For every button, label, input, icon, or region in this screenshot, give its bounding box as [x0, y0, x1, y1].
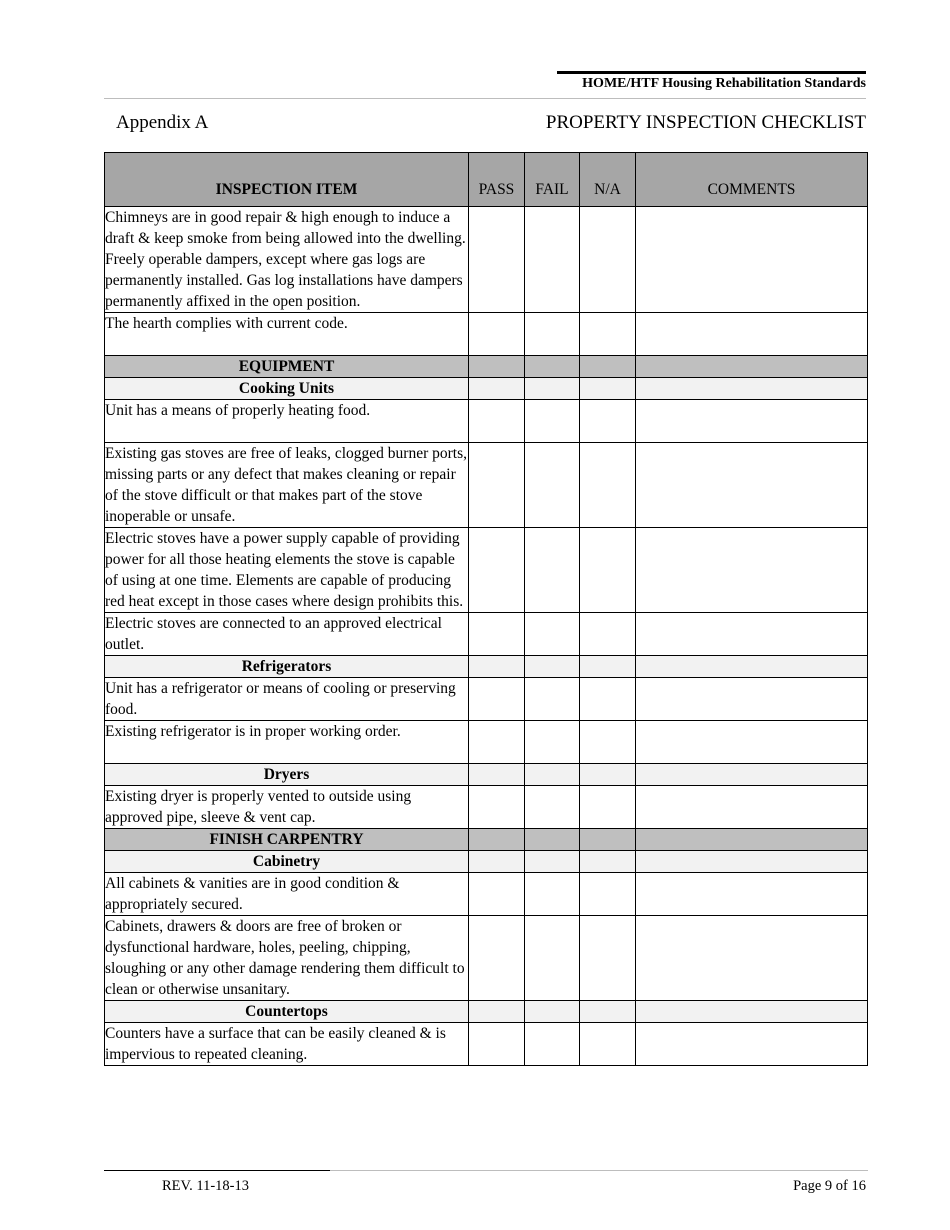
- fail-cell[interactable]: [525, 916, 580, 1001]
- fail-cell[interactable]: [525, 207, 580, 313]
- na-cell[interactable]: [580, 678, 636, 721]
- fail-cell[interactable]: [525, 1023, 580, 1066]
- na-cell[interactable]: [580, 873, 636, 916]
- fail-cell[interactable]: [525, 678, 580, 721]
- inspection-item-text: Existing gas stoves are free of leaks, clogged burner ports, missing parts or any defect that makes cleaning or repair of the stove difficult or that makes part of the stove inoperable or unsafe.: [105, 443, 469, 528]
- page-number: Page 9 of 16: [793, 1178, 866, 1194]
- subsection-heading: Dryers: [105, 764, 469, 786]
- pass-cell[interactable]: [469, 786, 525, 829]
- table-row: [105, 1023, 868, 1066]
- table-row: [105, 313, 868, 356]
- na-cell[interactable]: [580, 721, 636, 764]
- fail-cell[interactable]: [525, 873, 580, 916]
- subsection-row-cooking-units: [105, 378, 868, 400]
- fail-cell[interactable]: [525, 786, 580, 829]
- table-row: [105, 916, 868, 1001]
- subsection-heading: Refrigerators: [105, 656, 469, 678]
- na-cell[interactable]: [580, 443, 636, 528]
- section-heading: FINISH CARPENTRY: [105, 829, 469, 851]
- inspection-checklist-table: [104, 152, 868, 1066]
- column-header-inspection-item: INSPECTION ITEM: [105, 153, 469, 207]
- table-row: [105, 528, 868, 613]
- inspection-item-text: The hearth complies with current code.: [105, 313, 469, 356]
- subsection-heading: Countertops: [105, 1001, 469, 1023]
- comments-cell[interactable]: [636, 207, 868, 313]
- pass-cell[interactable]: [469, 678, 525, 721]
- column-header-na: N/A: [580, 153, 636, 207]
- table-row: [105, 443, 868, 528]
- na-cell[interactable]: [580, 786, 636, 829]
- table-row: [105, 678, 868, 721]
- comments-cell[interactable]: [636, 786, 868, 829]
- fail-cell[interactable]: [525, 613, 580, 656]
- pass-cell[interactable]: [469, 313, 525, 356]
- comments-cell[interactable]: [636, 528, 868, 613]
- pass-cell[interactable]: [469, 400, 525, 443]
- inspection-item-text: Unit has a refrigerator or means of cooling or preserving food.: [105, 678, 469, 721]
- column-header-fail: FAIL: [525, 153, 580, 207]
- pass-cell[interactable]: [469, 873, 525, 916]
- comments-cell[interactable]: [636, 1023, 868, 1066]
- comments-cell[interactable]: [636, 678, 868, 721]
- fail-cell[interactable]: [525, 721, 580, 764]
- comments-cell[interactable]: [636, 916, 868, 1001]
- appendix-label: Appendix A: [116, 112, 209, 133]
- inspection-item-text: Unit has a means of properly heating food.: [105, 400, 469, 443]
- header-rule: [557, 71, 866, 74]
- comments-cell[interactable]: [636, 400, 868, 443]
- fail-cell[interactable]: [525, 400, 580, 443]
- na-cell[interactable]: [580, 613, 636, 656]
- inspection-item-text: Chimneys are in good repair & high enough to induce a draft & keep smoke from being allowed into the dwelling. Freely operable dampers, except where gas logs are permanently installed. Gas log installations have dampers permanently affixed in the open position.: [105, 207, 469, 313]
- pass-cell[interactable]: [469, 916, 525, 1001]
- table-row: [105, 400, 868, 443]
- column-header-comments: COMMENTS: [636, 153, 868, 207]
- pass-cell[interactable]: [469, 528, 525, 613]
- table-header-row: [105, 153, 868, 207]
- comments-cell[interactable]: [636, 313, 868, 356]
- inspection-item-text: All cabinets & vanities are in good condition & appropriately secured.: [105, 873, 469, 916]
- section-heading: EQUIPMENT: [105, 356, 469, 378]
- pass-cell[interactable]: [469, 1023, 525, 1066]
- subsection-row-countertops: [105, 1001, 868, 1023]
- table-row: [105, 207, 868, 313]
- na-cell[interactable]: [580, 207, 636, 313]
- subsection-row-cabinetry: [105, 851, 868, 873]
- table-row: [105, 721, 868, 764]
- pass-cell[interactable]: [469, 613, 525, 656]
- fail-cell[interactable]: [525, 313, 580, 356]
- inspection-item-text: Counters have a surface that can be easily cleaned & is impervious to repeated cleaning.: [105, 1023, 469, 1066]
- comments-cell[interactable]: [636, 613, 868, 656]
- pass-cell[interactable]: [469, 443, 525, 528]
- header-divider: [104, 98, 866, 99]
- inspection-item-text: Existing refrigerator is in proper working order.: [105, 721, 469, 764]
- footer-divider: [330, 1170, 868, 1171]
- na-cell[interactable]: [580, 916, 636, 1001]
- pass-cell[interactable]: [469, 207, 525, 313]
- table-row: [105, 786, 868, 829]
- subsection-row-dryers: [105, 764, 868, 786]
- revision-date: REV. 11-18-13: [162, 1178, 249, 1194]
- subsection-heading: Cabinetry: [105, 851, 469, 873]
- na-cell[interactable]: [580, 528, 636, 613]
- subsection-heading: Cooking Units: [105, 378, 469, 400]
- checklist-title: PROPERTY INSPECTION CHECKLIST: [545, 112, 866, 133]
- section-row-equipment: [105, 356, 868, 378]
- fail-cell[interactable]: [525, 443, 580, 528]
- inspection-item-text: Electric stoves are connected to an approved electrical outlet.: [105, 613, 469, 656]
- section-row-finish-carpentry: [105, 829, 868, 851]
- na-cell[interactable]: [580, 1023, 636, 1066]
- inspection-item-text: Existing dryer is properly vented to outside using approved pipe, sleeve & vent cap.: [105, 786, 469, 829]
- document-header-title: HOME/HTF Housing Rehabilitation Standards: [582, 76, 866, 91]
- subsection-row-refrigerators: [105, 656, 868, 678]
- inspection-item-text: Electric stoves have a power supply capable of providing power for all those heating elements the stove is capable of using at one time. Elements are capable of producing red heat except in those cases where design prohibits this.: [105, 528, 469, 613]
- footer-rule: [104, 1170, 330, 1171]
- na-cell[interactable]: [580, 313, 636, 356]
- table-row: [105, 613, 868, 656]
- comments-cell[interactable]: [636, 873, 868, 916]
- pass-cell[interactable]: [469, 721, 525, 764]
- na-cell[interactable]: [580, 400, 636, 443]
- column-header-pass: PASS: [469, 153, 525, 207]
- comments-cell[interactable]: [636, 443, 868, 528]
- table-row: [105, 873, 868, 916]
- comments-cell[interactable]: [636, 721, 868, 764]
- fail-cell[interactable]: [525, 528, 580, 613]
- inspection-item-text: Cabinets, drawers & doors are free of broken or dysfunctional hardware, holes, peeling, chipping, sloughing or any other damage rendering them difficult to clean or otherwise unsanitary.: [105, 916, 469, 1001]
